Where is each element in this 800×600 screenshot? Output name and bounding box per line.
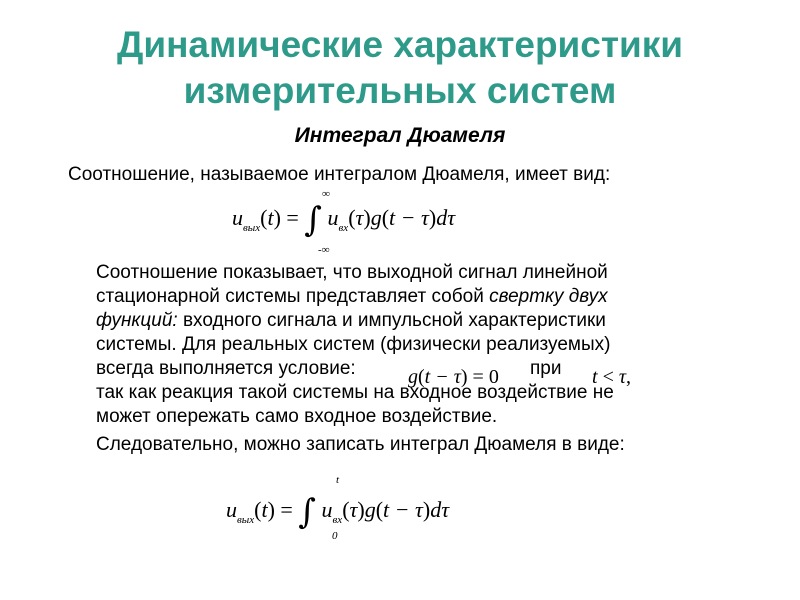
formula1-body-u: u: [327, 205, 339, 230]
intro-text: Соотношение, называемое интегралом Дюамеля, имеет вид:: [68, 164, 611, 185]
formula1-lhs-sub: вых: [243, 222, 261, 234]
para-line-5: всегда выполняется условие:: [96, 358, 356, 379]
para-line-1: Соотношение показывает, что выходной сигнал линейной: [96, 262, 608, 283]
formula2-body-u: u: [321, 497, 333, 522]
title-line-1: Динамические характеристики: [116, 24, 684, 65]
para-line-2-text: стационарной системы представляет собой: [96, 286, 484, 307]
title-line-2: измерительных систем: [183, 70, 617, 111]
duhamel-formula-2: $u_{вых}(t)$ = ∫ $u_{вх}(\tau)g(t - \tau)d\tau$: [226, 492, 450, 532]
para-line-8: Следовательно, можно записать интеграл Дюамеля в виде:: [96, 434, 625, 455]
formula1-lower-limit: -∞: [318, 244, 330, 256]
formula1-lhs: u: [232, 205, 243, 230]
para-line-4: системы. Для реальных систем (физически реализуемых): [96, 334, 611, 355]
formula2-upper-limit: t: [336, 474, 340, 486]
condition-formula: g(t − τ) = 0: [408, 366, 499, 388]
para-line-2-italic: свертку двух: [489, 286, 608, 307]
para-line-6: так как реакция такой системы на входное воздействие не: [96, 382, 614, 403]
formula2-body-sub: вх: [332, 514, 343, 526]
formula2-lower-limit: 0: [332, 530, 338, 542]
formula1-body-sub: вх: [338, 222, 349, 234]
para-line-2: [96, 286, 608, 308]
slide-title: [0, 22, 800, 114]
formula2-lhs-sub: вых: [237, 514, 255, 526]
para-line-3-text: входного сигнала и импульсной характеристики: [182, 310, 606, 331]
condition-range: t < τ,: [592, 366, 632, 388]
para-line-5-pri: при: [530, 358, 562, 379]
para-line-7: может опережать само входное воздействие.: [96, 406, 498, 427]
formula1-upper-limit: ∞: [322, 188, 330, 200]
para-line-3: [96, 310, 606, 332]
duhamel-formula-1: $u_{вых}(t)$ = ∫ $u_{вх}(\tau)g(t - \tau)d\tau$: [232, 200, 456, 240]
para-line-3-italic: функций:: [96, 310, 178, 331]
subtitle: Интеграл Дюамеля: [294, 124, 506, 147]
formula2-lhs: u: [226, 497, 237, 522]
